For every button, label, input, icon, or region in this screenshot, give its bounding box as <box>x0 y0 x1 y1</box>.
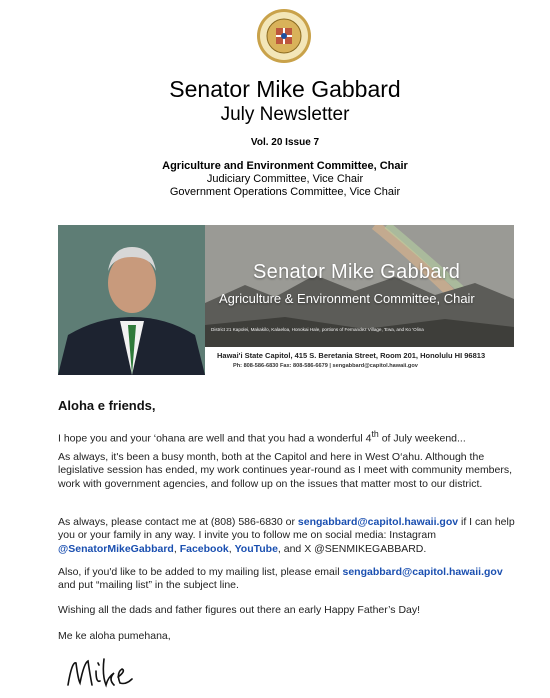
banner-contact: Ph: 808-586-6830 Fax: 808-586-6679 | sengabbard@capitol.hawaii.gov <box>233 363 418 369</box>
committee-chair: Agriculture and Environment Committee, Chair <box>162 160 408 172</box>
banner-address: Hawai'i State Capitol, 415 S. Beretania Street, Room 201, Honolulu HI 96813 <box>217 351 486 360</box>
mailing-email-link[interactable]: sengabbard@capitol.hawaii.gov <box>342 566 503 578</box>
banner-hero <box>205 225 514 347</box>
senator-banner <box>58 225 514 375</box>
closing: Me ke aloha pumehana, <box>58 630 171 642</box>
banner-contact-strip <box>205 347 514 375</box>
mailing-text-end: and put “mailing list” in the subject line. <box>58 579 239 592</box>
intro-text: I hope you and your ‘ohana are well and that you had a wonderful 4 <box>58 432 372 445</box>
greeting: Aloha e friends, <box>58 398 156 413</box>
committee-vice-judiciary: Judiciary Committee, Vice Chair <box>206 173 364 185</box>
signature-image <box>66 655 146 693</box>
contact-text-mid: if I can help you or your family in any way. I invite you to follow me on social media: Instagram <box>58 516 515 542</box>
paragraph-update: As always, it's been a busy month, both at the Capitol and here in West O‘ahu. Although the legislative session has ended, my work continues year-round as I meet with community members, work with government agencies, and follow up on the issues that matter most to our district. <box>58 451 513 490</box>
banner-district: District 21 Kapolei, Makakilo, Kalaeloa, Honokai Hale, portions of Fernandez Village, 'Ewa, and Ko 'Olina <box>211 327 424 332</box>
mailing-text: Also, if you'd like to be added to my mailing list, please email <box>58 566 343 578</box>
state-seal-logo <box>256 8 312 64</box>
instagram-link[interactable]: @SenatorMikeGabbard <box>58 542 174 555</box>
paragraph-fathers-day: Wishing all the dads and father figures out there an early Happy Father’s Day! <box>58 604 421 616</box>
separator: , <box>173 542 180 555</box>
separator: , <box>228 542 235 555</box>
senator-portrait-photo <box>58 225 205 375</box>
banner-role: Agriculture & Environment Committee, Chair <box>219 291 475 306</box>
paragraph-contact <box>58 516 518 556</box>
intro-text-end: of July weekend... <box>378 432 466 445</box>
newsletter-month: July Newsletter <box>220 104 350 125</box>
issue-number: Vol. 20 Issue 7 <box>250 137 320 148</box>
newsletter-title: Senator Mike Gabbard <box>169 76 401 102</box>
intro-superscript: th <box>371 429 379 439</box>
contact-text: As always, please contact me at (808) 586-6830 or <box>58 516 298 528</box>
youtube-link[interactable]: YouTube <box>234 542 278 555</box>
facebook-link[interactable]: Facebook <box>179 542 229 555</box>
paragraph-intro <box>58 428 518 446</box>
paragraph-mailing-list <box>58 566 518 593</box>
email-link[interactable]: sengabbard@capitol.hawaii.gov <box>297 516 459 528</box>
banner-name: Senator Mike Gabbard <box>253 261 461 283</box>
contact-text-end: , and X @SENMIKEGABBARD. <box>277 542 427 555</box>
committee-vice-government: Government Operations Committee, Vice Chair <box>169 186 401 198</box>
